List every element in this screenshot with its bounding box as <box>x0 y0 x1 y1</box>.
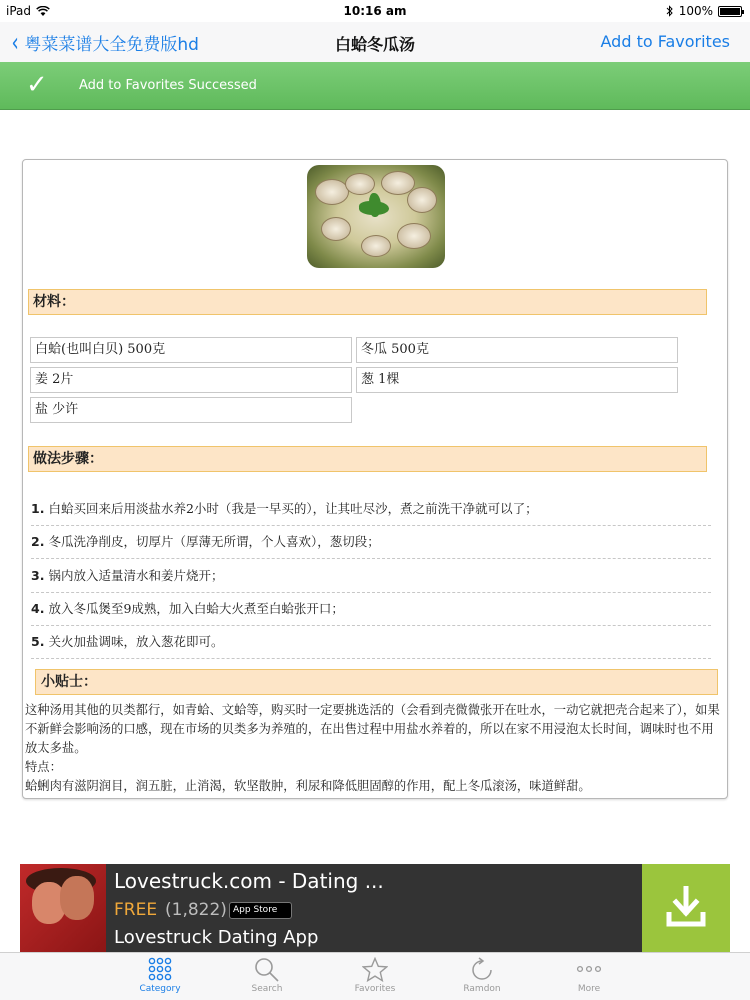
ingredient-item: 白蛤(也叫白贝) 500克 <box>30 337 352 363</box>
ingredient-item: 盐 少许 <box>30 397 352 423</box>
tab-bar <box>0 952 750 1000</box>
features-text: 蛤蜊肉有滋阴润目，润五脏，止消渴，软坚散肿，利尿和降低胆固醇的作用，配上冬瓜滚汤，味道鲜甜。 <box>25 779 591 793</box>
tab-random[interactable] <box>432 953 532 1000</box>
tab-more[interactable] <box>539 953 639 1000</box>
checkmark-icon: ✓ <box>26 70 48 100</box>
tips-heading: 小贴士： <box>35 669 718 695</box>
bluetooth-icon <box>666 5 674 17</box>
tab-label: More <box>577 984 601 994</box>
step-item: 1. 白蛤买回来后用淡盐水养2小时（我是一早买的），让其吐尽沙，煮之前洗干净就可以了； <box>31 493 711 526</box>
chevron-left-icon: ‹ <box>11 27 19 58</box>
grid-icon <box>148 957 172 981</box>
ad-download-button[interactable] <box>642 864 730 952</box>
page-title: 白蛤冬瓜汤 <box>334 35 415 54</box>
navigation-bar <box>0 22 750 62</box>
step-item: 4. 放入冬瓜煲至9成熟，加入白蛤大火煮至白蛤张开口； <box>31 593 711 626</box>
tips-paragraph: 这种汤用其他的贝类都行，如青蛤、文蛤等，购买时一定要挑选活的（会看到壳微微张开在吐水，一动它就把壳合起来了），如果不新鲜会影响汤的口感，现在市场的贝类多为养殖的，在出售过程中用盐水养着的，所以在家不用浸泡太长时间，调味时也不用放太多盐。 <box>25 703 720 755</box>
ingredient-item: 姜 2片 <box>30 367 352 393</box>
features-label: 特点： <box>25 760 62 774</box>
ad-rating-count: (1,822) <box>165 900 227 920</box>
search-icon <box>254 957 280 983</box>
tab-label: Ramdon <box>463 984 501 994</box>
status-time: 10:16 am <box>343 4 407 18</box>
download-icon <box>666 886 706 928</box>
success-toast <box>0 62 750 110</box>
tab-label: Favorites <box>354 984 396 994</box>
device-name: iPad <box>6 4 32 18</box>
more-icon <box>576 957 602 981</box>
step-item: 2. 冬瓜洗净削皮，切厚片（厚薄无所谓，个人喜欢），葱切段； <box>31 526 711 559</box>
tab-label: Search <box>251 984 283 994</box>
back-button[interactable] <box>10 27 199 58</box>
ad-title: Lovestruck.com - Dating ... <box>114 869 384 893</box>
ad-app-icon <box>20 864 106 952</box>
tab-label: Category <box>139 984 181 994</box>
tips-content <box>25 701 725 796</box>
refresh-icon <box>470 957 494 983</box>
tab-category[interactable] <box>110 953 210 1000</box>
tab-search[interactable] <box>217 953 317 1000</box>
battery-percent: 100% <box>678 4 713 18</box>
toast-message: Add to Favorites Successed <box>79 78 257 93</box>
recipe-card <box>22 159 728 799</box>
add-to-favorites-button[interactable]: Add to Favorites <box>600 32 730 51</box>
tab-favorites[interactable] <box>325 953 425 1000</box>
battery-icon <box>718 6 742 17</box>
ad-subtitle: Lovestruck Dating App <box>114 927 319 948</box>
star-icon <box>362 957 388 983</box>
app-store-badge: App Store <box>229 902 292 919</box>
ingredient-item: 葱 1棵 <box>356 367 678 393</box>
ingredient-item: 冬瓜 500克 <box>356 337 678 363</box>
back-button-label: 粤菜菜谱大全免费版hd <box>24 35 199 55</box>
status-bar <box>0 0 750 22</box>
step-item: 3. 锅内放入适量清水和姜片烧开； <box>31 560 711 593</box>
steps-heading: 做法步骤： <box>28 446 707 472</box>
ingredients-heading: 材料： <box>28 289 707 315</box>
ad-banner[interactable] <box>20 864 730 952</box>
ad-price: FREE <box>114 900 158 920</box>
dish-photo <box>307 165 445 268</box>
step-item: 5. 关火加盐调味，放入葱花即可。 <box>31 626 711 659</box>
